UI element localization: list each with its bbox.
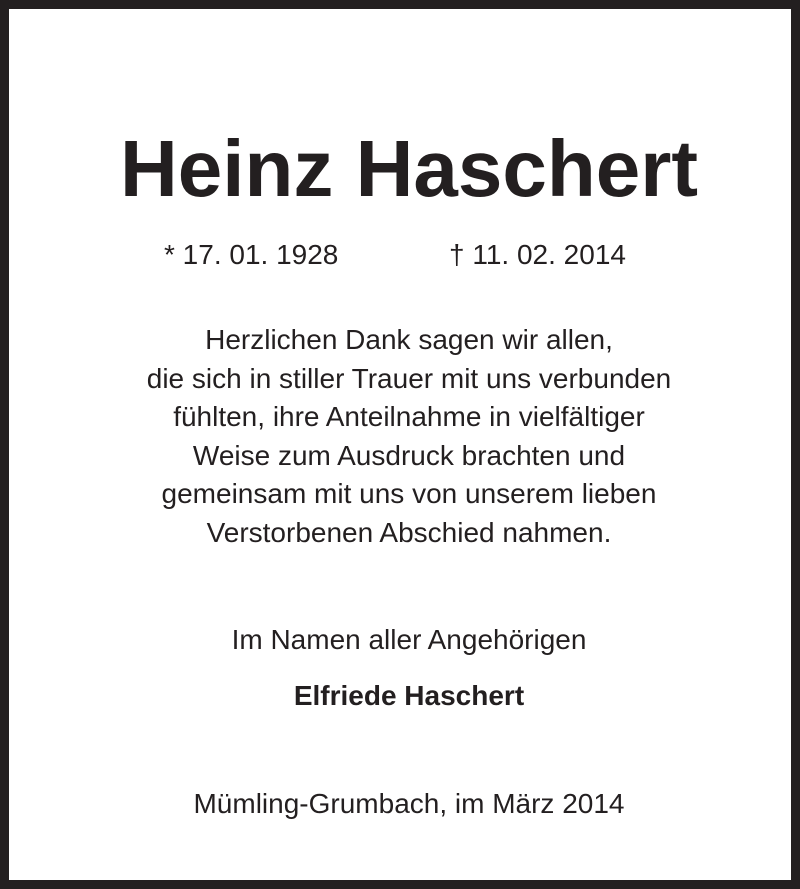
message-line: fühlten, ihre Anteilnahme in vielfältiger [173,401,645,432]
place-and-date: Mümling-Grumbach, im März 2014 [193,788,625,819]
death-date: † 11. 02. 2014 [449,239,626,270]
birth-date: * 17. 01. 1928 [164,239,339,270]
signer-name: Elfriede Haschert [293,680,525,711]
message-line: gemeinsam mit uns von unserem lieben [161,478,657,509]
thank-you-message [9,321,800,552]
on-behalf-line: Im Namen aller Angehörigen [231,624,587,655]
deceased-name: Heinz Haschert [120,124,698,213]
message-line: die sich in stiller Trauer mit uns verbunden [146,362,672,394]
message-line: Herzlichen Dank sagen wir allen, [205,324,613,355]
message-line: Weise zum Ausdruck brachten und [192,439,626,471]
message-line: Verstorbenen Abschied nahmen. [206,516,612,548]
